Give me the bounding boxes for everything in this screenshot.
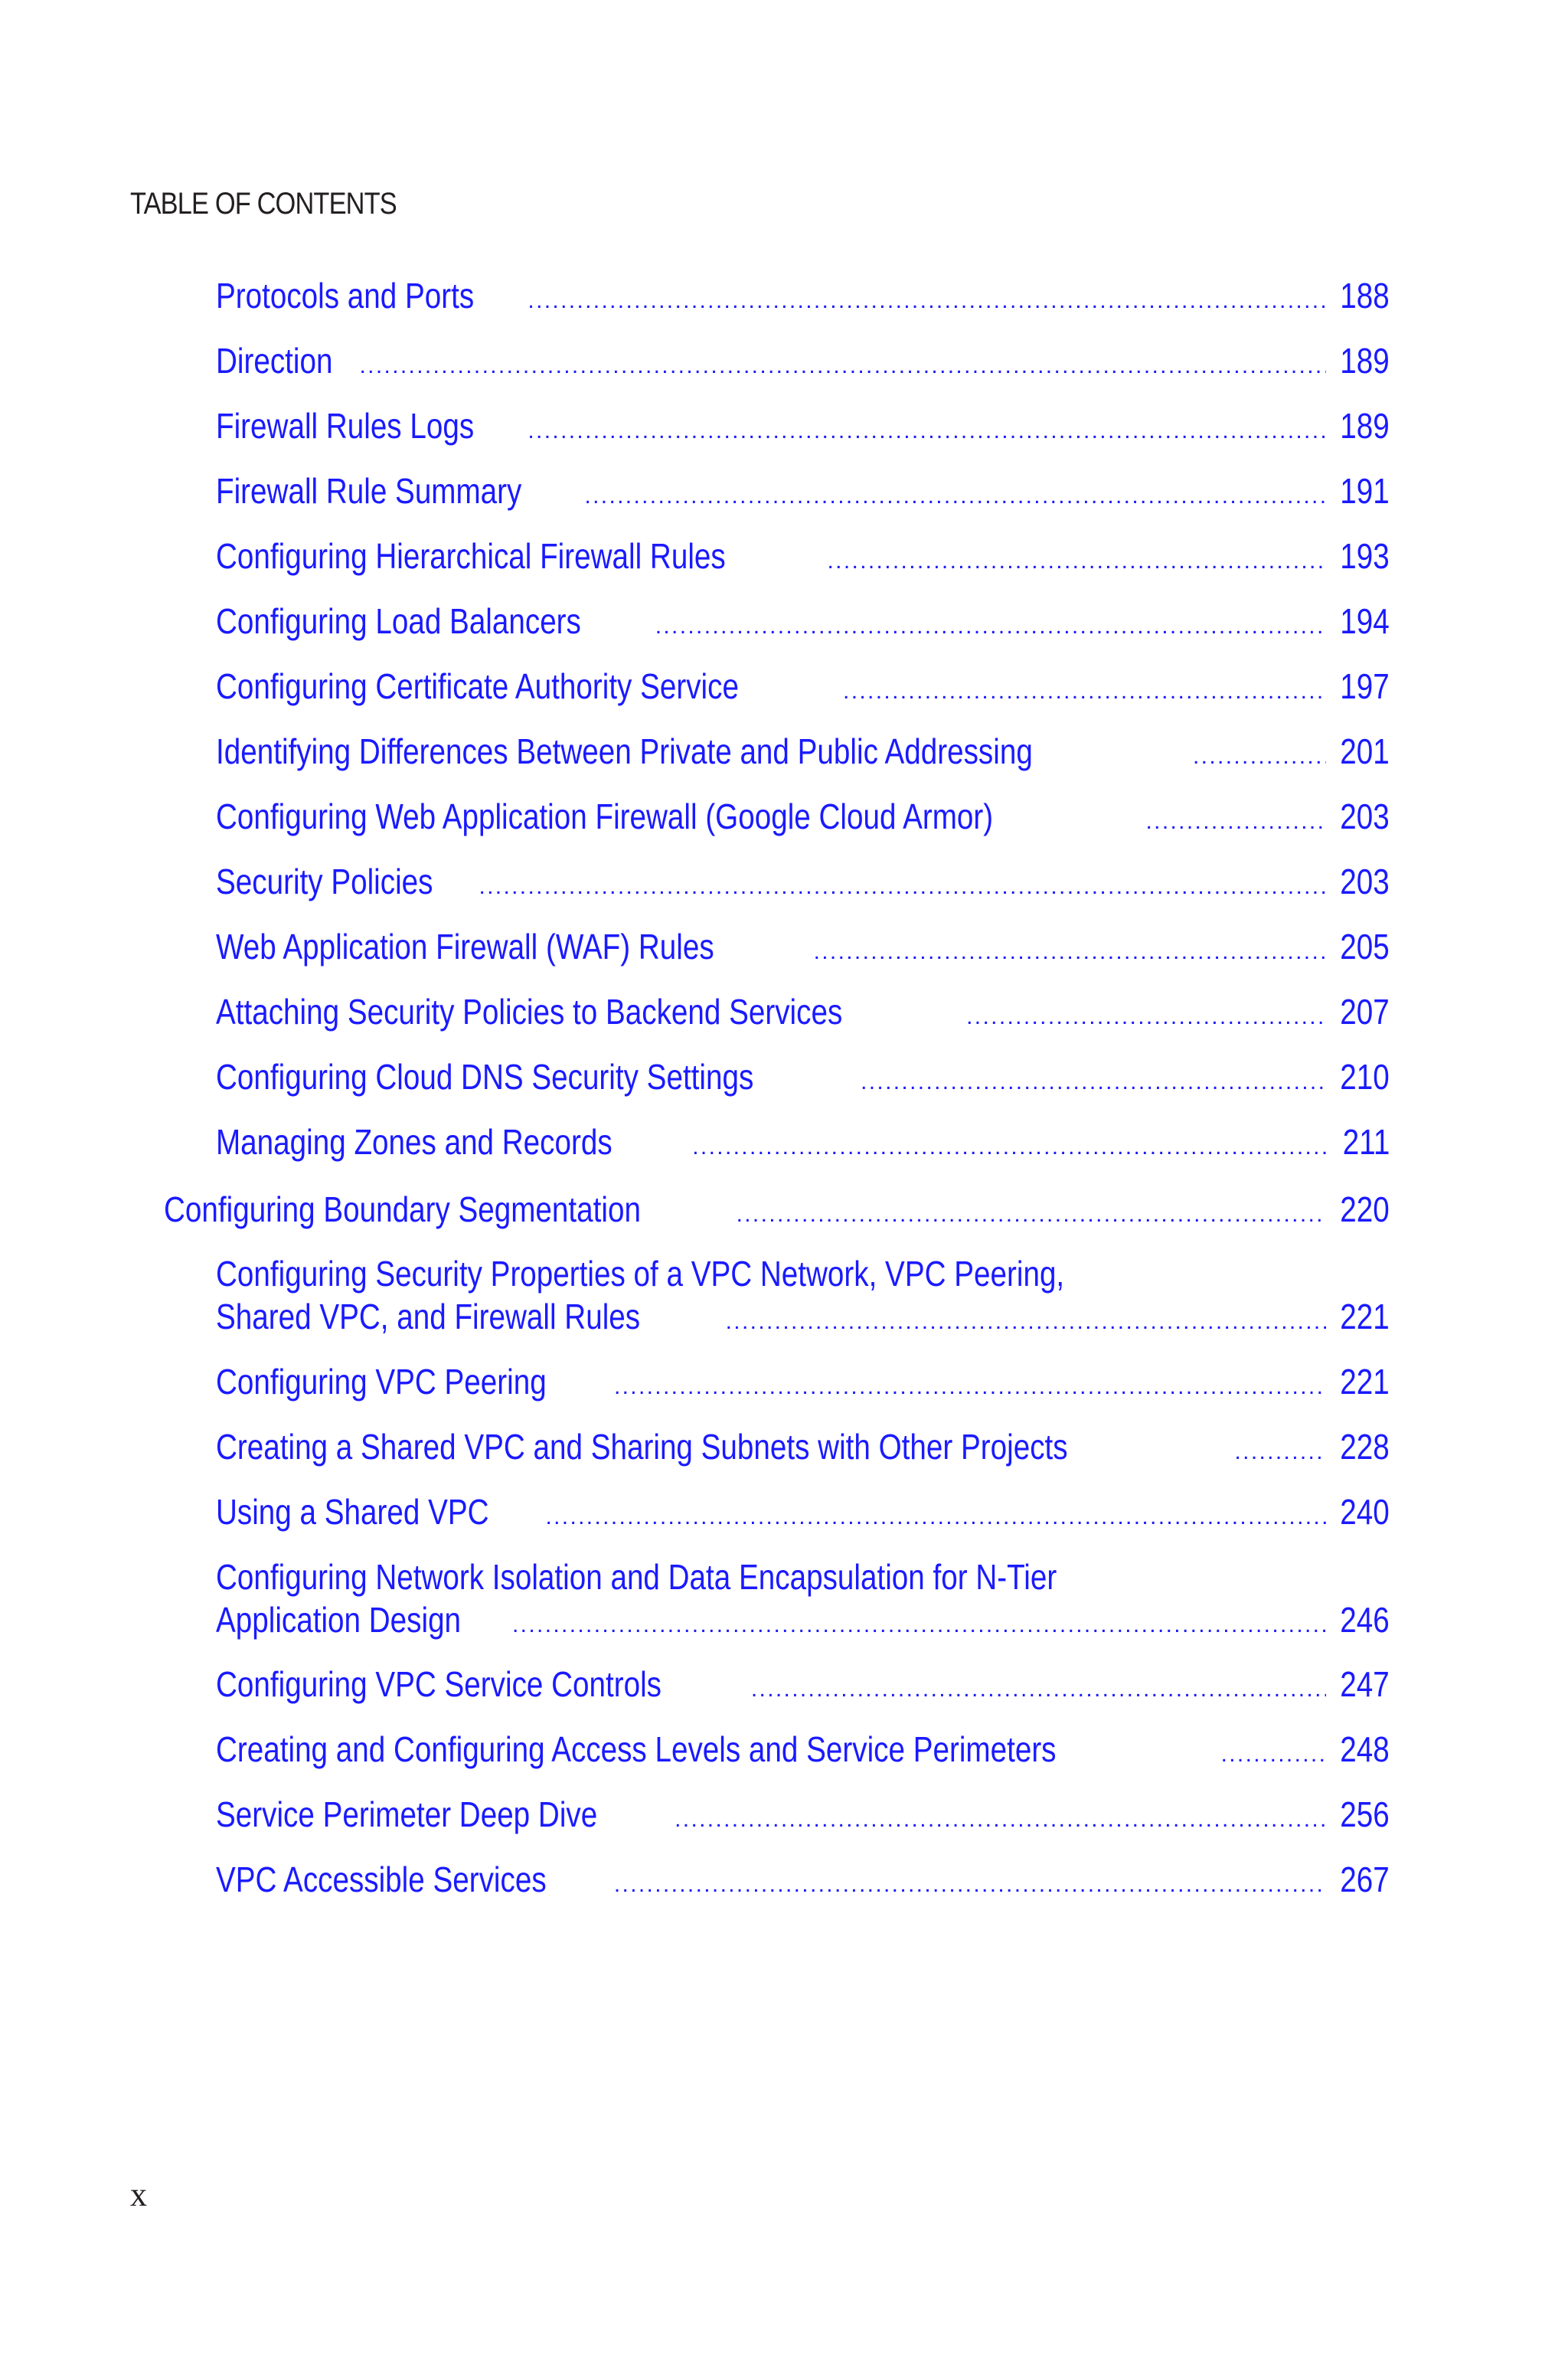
toc-entry-title: Configuring VPC Peering — [216, 1362, 547, 1402]
toc-entry-page: 188 — [1340, 276, 1390, 316]
toc-entry-title-line: Configuring Network Isolation and Data Encapsulation for N-Tier — [216, 1557, 1057, 1597]
toc-entry[interactable] — [216, 404, 1390, 453]
toc-entry-title: Protocols and Ports — [216, 276, 475, 316]
toc-entry[interactable] — [216, 600, 1390, 648]
toc-entry[interactable] — [216, 1728, 1390, 1776]
toc-entry-title: VPC Accessible Services — [216, 1860, 547, 1899]
dot-leader — [737, 1193, 1327, 1236]
toc-entry[interactable] — [216, 860, 1390, 908]
toc-entry[interactable] — [216, 1425, 1390, 1474]
dot-leader — [528, 410, 1326, 453]
toc-entry-title: Identifying Differences Between Private and Public Addressing — [216, 731, 1033, 771]
toc-entry-page: 228 — [1340, 1427, 1390, 1467]
page-header: TABLE OF CONTENTS — [130, 187, 397, 221]
dot-leader — [814, 931, 1327, 973]
toc-entry-title: Creating a Shared VPC and Sharing Subnets with Other Projects — [216, 1427, 1068, 1467]
dot-leader — [360, 345, 1327, 388]
toc-entry-page: 191 — [1340, 471, 1390, 511]
toc-entry-title: Configuring Boundary Segmentation — [164, 1189, 641, 1229]
toc-entry-page: 248 — [1340, 1729, 1390, 1769]
toc-entry-page: 247 — [1340, 1664, 1390, 1704]
toc-entry-page: 207 — [1340, 992, 1390, 1032]
toc-entry-title: Configuring Web Application Firewall (Google Cloud Armor) — [216, 796, 994, 836]
toc-entry-title: Configuring Load Balancers — [216, 601, 581, 641]
toc-entry-title: Application Design — [216, 1600, 462, 1640]
toc-entry[interactable] — [216, 990, 1390, 1039]
toc-entry-page: 221 — [1340, 1297, 1390, 1336]
toc-entry-page: 210 — [1340, 1057, 1390, 1097]
toc-entry-page: 205 — [1340, 927, 1390, 967]
toc-entry-page: 256 — [1340, 1794, 1390, 1834]
dot-leader — [861, 1061, 1326, 1104]
toc-entry[interactable] — [216, 1793, 1390, 1841]
toc-entry-page: 267 — [1340, 1860, 1390, 1899]
toc-entry[interactable] — [216, 1055, 1390, 1104]
toc-entry[interactable] — [216, 1252, 1390, 1343]
toc-entry-page: 246 — [1340, 1600, 1390, 1640]
dot-leader — [479, 865, 1326, 908]
toc-entry[interactable] — [216, 1858, 1390, 1906]
dot-leader — [584, 475, 1326, 518]
toc-entry-title: Service Perimeter Deep Dive — [216, 1794, 598, 1834]
toc-entry-page: 203 — [1340, 862, 1390, 901]
toc-entry-title: Configuring Hierarchical Firewall Rules — [216, 536, 726, 576]
dot-leader — [828, 540, 1327, 583]
toc-entry-page: 201 — [1340, 731, 1390, 771]
toc-entry[interactable] — [216, 1555, 1390, 1647]
toc-entry-page: 220 — [1340, 1189, 1390, 1229]
toc-entry-title: Creating and Configuring Access Levels and Service Perimeters — [216, 1729, 1057, 1769]
dot-leader — [675, 1798, 1326, 1841]
toc-entry[interactable] — [164, 1188, 1390, 1236]
toc-entry-title: Security Policies — [216, 862, 433, 901]
toc-entry[interactable] — [216, 1360, 1390, 1408]
dot-leader — [751, 1668, 1326, 1711]
toc-entry-title-line: Configuring Security Properties of a VPC Network, VPC Peering, — [216, 1254, 1065, 1294]
toc-entry-page: 211 — [1342, 1122, 1390, 1162]
toc-entry[interactable] — [216, 1120, 1390, 1169]
toc-entry[interactable] — [216, 795, 1390, 843]
toc-entry-page: 189 — [1340, 341, 1390, 381]
toc-entry-page: 203 — [1340, 796, 1390, 836]
toc-entry[interactable] — [216, 665, 1390, 713]
toc-entry-page: 193 — [1340, 536, 1390, 576]
dot-leader — [1193, 735, 1326, 778]
toc-entry-title: Attaching Security Policies to Backend Services — [216, 992, 843, 1032]
dot-leader — [1221, 1733, 1327, 1776]
dot-leader — [1235, 1431, 1327, 1474]
toc-entry-title: Firewall Rules Logs — [216, 406, 475, 446]
toc-entry[interactable] — [216, 339, 1390, 388]
toc-entry[interactable] — [216, 535, 1390, 583]
dot-leader — [966, 996, 1326, 1039]
dot-leader — [655, 605, 1327, 648]
toc-entry[interactable] — [216, 469, 1390, 518]
toc-entry-page: 197 — [1340, 666, 1390, 706]
toc-entry-page: 221 — [1340, 1362, 1390, 1402]
dot-leader — [726, 1300, 1327, 1343]
dot-leader — [1146, 800, 1327, 843]
toc-entry-title: Shared VPC, and Firewall Rules — [216, 1297, 641, 1336]
toc-entry[interactable] — [216, 925, 1390, 973]
dot-leader — [614, 1366, 1326, 1408]
toc-entry-title: Managing Zones and Records — [216, 1122, 612, 1162]
toc-entry-page: 194 — [1340, 601, 1390, 641]
toc-entry[interactable] — [216, 274, 1390, 322]
toc-entry-title: Direction — [216, 341, 333, 381]
toc-entry[interactable] — [216, 1490, 1390, 1539]
toc-entry-page: 240 — [1340, 1492, 1390, 1532]
toc-entry-title: Using a Shared VPC — [216, 1492, 489, 1532]
dot-leader — [528, 280, 1326, 322]
toc-entry-title: Web Application Firewall (WAF) Rules — [216, 927, 714, 967]
toc-entry-page: 189 — [1340, 406, 1390, 446]
dot-leader — [614, 1863, 1326, 1906]
dot-leader — [692, 1126, 1328, 1169]
toc-entry-title: Firewall Rule Summary — [216, 471, 522, 511]
toc-entry-title: Configuring VPC Service Controls — [216, 1664, 662, 1704]
dot-leader — [545, 1496, 1326, 1539]
dot-leader — [512, 1604, 1326, 1647]
toc-entry[interactable] — [216, 1663, 1390, 1711]
toc-entry-title: Configuring Cloud DNS Security Settings — [216, 1057, 754, 1097]
toc-entry-title: Configuring Certificate Authority Service — [216, 666, 739, 706]
page-folio: x — [130, 2176, 147, 2213]
toc-entry[interactable] — [216, 730, 1390, 778]
dot-leader — [843, 670, 1326, 713]
